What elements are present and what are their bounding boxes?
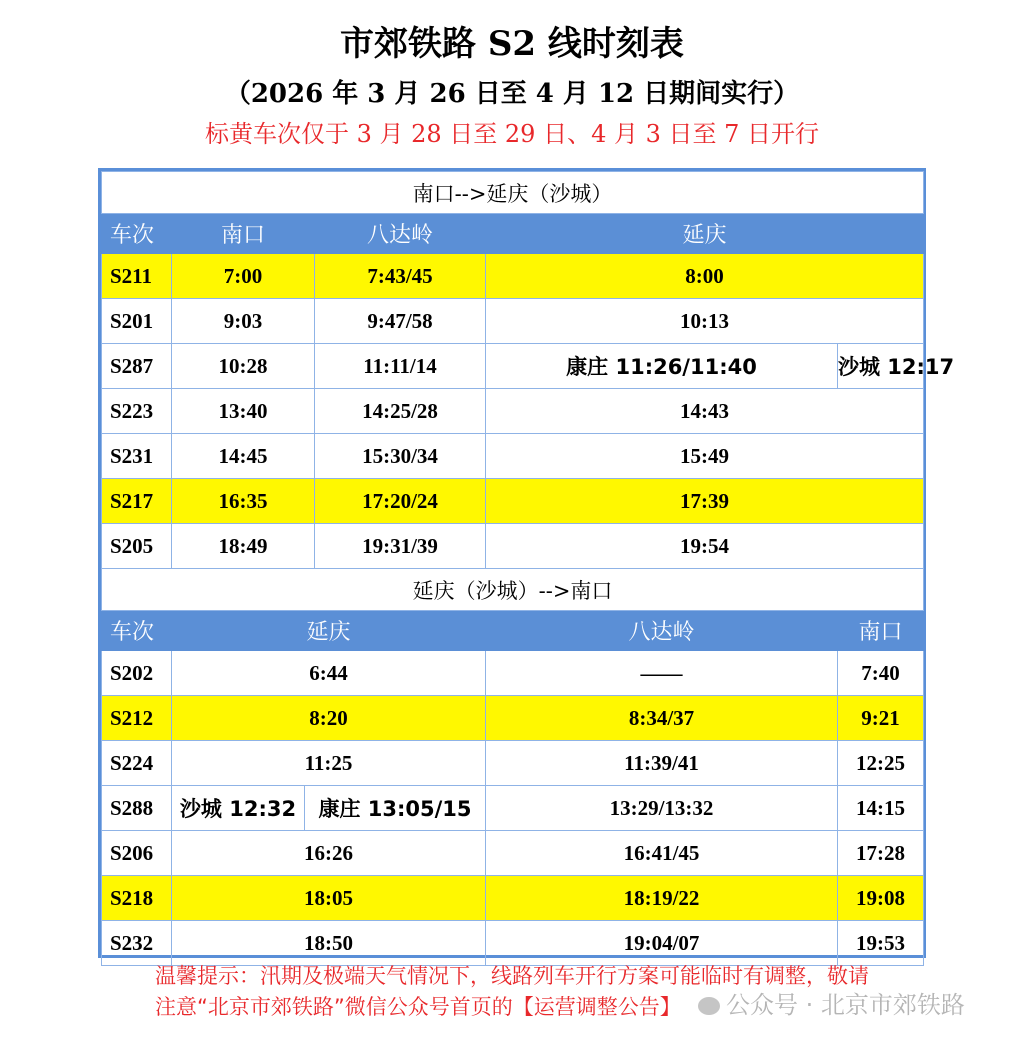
shacheng-time: 沙城 12:17 xyxy=(838,344,924,389)
train-number: S206 xyxy=(102,831,172,876)
badaling-time: 16:41/45 xyxy=(486,831,838,876)
yanqing-time: 8:20 xyxy=(172,696,486,741)
header-yanqing: 延庆 xyxy=(486,214,924,254)
badaling-time: 7:43/45 xyxy=(315,254,486,299)
timetable-row xyxy=(102,786,924,831)
train-number: S217 xyxy=(102,479,172,524)
nankou-time: 13:40 xyxy=(172,389,315,434)
inbound-section-title: 延庆（沙城）-->南口 xyxy=(102,569,924,611)
weather-tip: 温馨提示：汛期及极端天气情况下，线路列车开行方案可能临时有调整，敬请注意“北京市郊铁路”微信公众号首页的【运营调整公告】 xyxy=(155,964,869,1019)
train-number: S218 xyxy=(102,876,172,921)
badaling-time: 19:31/39 xyxy=(315,524,486,569)
nankou-time: 12:25 xyxy=(838,741,924,786)
yanqing-time: 15:49 xyxy=(486,434,924,479)
outbound-section-title: 南口-->延庆（沙城） xyxy=(102,172,924,214)
badaling-time: 15:30/34 xyxy=(315,434,486,479)
yanqing-time: 18:50 xyxy=(172,921,486,966)
nankou-time: 7:00 xyxy=(172,254,315,299)
nankou-time: 19:53 xyxy=(838,921,924,966)
timetable-row xyxy=(102,524,924,569)
yanqing-time: 14:43 xyxy=(486,389,924,434)
nankou-time: 9:21 xyxy=(838,696,924,741)
watermark xyxy=(698,985,965,1020)
yanqing-time: 11:25 xyxy=(172,741,486,786)
nankou-time: 18:49 xyxy=(172,524,315,569)
header-train: 车次 xyxy=(102,214,172,254)
outbound-header-row xyxy=(102,214,924,254)
outbound-section-row xyxy=(102,172,924,214)
timetable-row xyxy=(102,389,924,434)
yanqing-time: 10:13 xyxy=(486,299,924,344)
nankou-time: 19:08 xyxy=(838,876,924,921)
timetable-row xyxy=(102,344,924,389)
header-nankou: 南口 xyxy=(172,214,315,254)
nankou-time: 14:45 xyxy=(172,434,315,479)
highlight-note: 标黄车次仅于 3 月 28 日至 29 日、4 月 3 日至 7 日开行 xyxy=(204,120,820,148)
page-title: 市郊铁路 S2 线时刻表 xyxy=(340,24,684,64)
header-badaling: 八达岭 xyxy=(315,214,486,254)
train-number: S224 xyxy=(102,741,172,786)
timetable-row xyxy=(102,299,924,344)
timetable-row xyxy=(102,831,924,876)
inbound-section-row xyxy=(102,569,924,611)
yanqing-time: 16:26 xyxy=(172,831,486,876)
shacheng-time: 沙城 12:32 xyxy=(172,786,305,831)
timetable-row xyxy=(102,254,924,299)
badaling-time: 19:04/07 xyxy=(486,921,838,966)
nankou-time: 10:28 xyxy=(172,344,315,389)
header-train: 车次 xyxy=(102,611,172,651)
timetable-row xyxy=(102,479,924,524)
inbound-header-row xyxy=(102,611,924,651)
badaling-time: 8:34/37 xyxy=(486,696,838,741)
train-number: S205 xyxy=(102,524,172,569)
timetable-row xyxy=(102,741,924,786)
header-yanqing: 延庆 xyxy=(172,611,486,651)
yanqing-time: 8:00 xyxy=(486,254,924,299)
yanqing-time: 18:05 xyxy=(172,876,486,921)
timetable-grid xyxy=(101,171,955,966)
badaling-time: 14:25/28 xyxy=(315,389,486,434)
timetable-row xyxy=(102,651,924,696)
badaling-time: 13:29/13:32 xyxy=(486,786,838,831)
nankou-time: 9:03 xyxy=(172,299,315,344)
timetable-row xyxy=(102,876,924,921)
timetable-row xyxy=(102,696,924,741)
effective-period: （2026 年 3 月 26 日至 4 月 12 日期间实行） xyxy=(224,79,800,109)
nankou-time: 14:15 xyxy=(838,786,924,831)
yanqing-time: 19:54 xyxy=(486,524,924,569)
kangzhuang-time: 康庄 11:26/11:40 xyxy=(486,344,838,389)
header-badaling: 八达岭 xyxy=(486,611,838,651)
nankou-time: 16:35 xyxy=(172,479,315,524)
badaling-time: 11:39/41 xyxy=(486,741,838,786)
yanqing-time: 6:44 xyxy=(172,651,486,696)
header-nankou: 南口 xyxy=(838,611,924,651)
train-number: S231 xyxy=(102,434,172,479)
timetable-row xyxy=(102,434,924,479)
badaling-time: 11:11/14 xyxy=(315,344,486,389)
badaling-time: 17:20/24 xyxy=(315,479,486,524)
nankou-time: 7:40 xyxy=(838,651,924,696)
train-number: S223 xyxy=(102,389,172,434)
watermark-text: 公众号 · 北京市郊铁路 xyxy=(726,991,965,1019)
badaling-time: 18:19/22 xyxy=(486,876,838,921)
timetable xyxy=(98,168,955,958)
badaling-time: 9:47/58 xyxy=(315,299,486,344)
train-number: S212 xyxy=(102,696,172,741)
train-number: S211 xyxy=(102,254,172,299)
wechat-icon xyxy=(698,997,720,1015)
yanqing-time: 17:39 xyxy=(486,479,924,524)
train-number: S287 xyxy=(102,344,172,389)
badaling-time: —— xyxy=(486,651,838,696)
nankou-time: 17:28 xyxy=(838,831,924,876)
train-number: S288 xyxy=(102,786,172,831)
kangzhuang-time: 康庄 13:05/15 xyxy=(305,786,486,831)
train-number: S232 xyxy=(102,921,172,966)
train-number: S201 xyxy=(102,299,172,344)
train-number: S202 xyxy=(102,651,172,696)
timetable-row xyxy=(102,921,924,966)
